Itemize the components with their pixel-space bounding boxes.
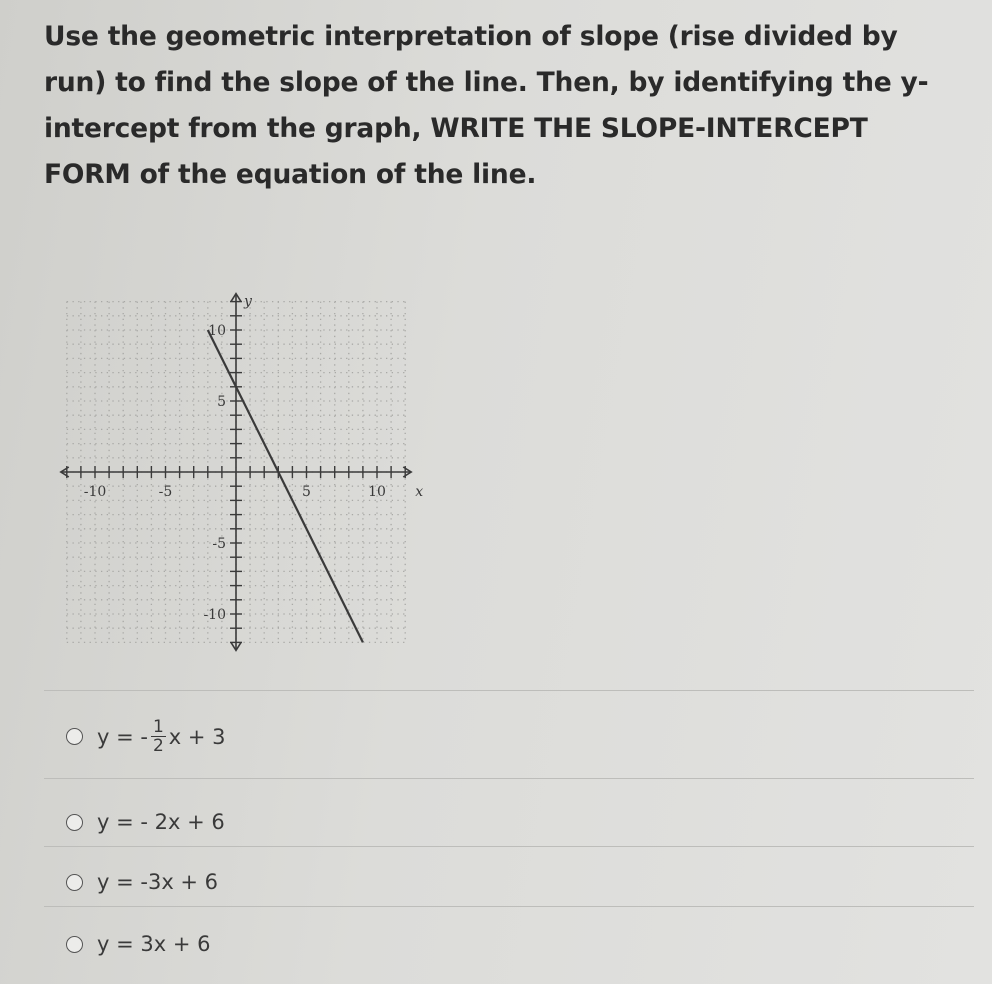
x-tick-label: -10 bbox=[83, 484, 107, 500]
fraction-denominator: 2 bbox=[152, 736, 164, 756]
x-tick-label: -5 bbox=[158, 484, 173, 500]
radio-button-icon[interactable] bbox=[66, 814, 83, 831]
y-tick-label: -10 bbox=[203, 607, 226, 623]
x-tick-label: 5 bbox=[302, 484, 311, 500]
radio-button-icon[interactable] bbox=[66, 936, 83, 953]
x-axis-label: x bbox=[415, 484, 424, 500]
option-3-label: y = -3x + 6 bbox=[97, 870, 219, 894]
divider bbox=[44, 906, 974, 907]
answer-option-2[interactable] bbox=[66, 810, 225, 834]
x-tick-label: 10 bbox=[368, 484, 386, 500]
answer-option-3[interactable] bbox=[66, 870, 218, 894]
y-axis-label: y bbox=[244, 293, 252, 310]
answer-option-4[interactable] bbox=[66, 932, 210, 956]
y-tick-label: 5 bbox=[217, 394, 226, 410]
question-text: Use the geometric interpretation of slope (rise divided by run) to find the slope of the line. Then, by identifying the y-intercept from the graph, WRITE THE SLOPE-INTERCEPT FORM of the equation of the line. bbox=[44, 21, 929, 190]
fraction-numerator: 1 bbox=[152, 717, 164, 737]
option-4-label: y = 3x + 6 bbox=[97, 932, 211, 956]
radio-button-icon[interactable] bbox=[66, 874, 83, 891]
radio-button-icon[interactable] bbox=[66, 728, 83, 745]
y-tick-label: -5 bbox=[212, 536, 226, 552]
divider bbox=[44, 846, 974, 847]
fraction bbox=[151, 718, 166, 755]
coordinate-graph bbox=[40, 280, 440, 660]
option-2-label: y = - 2x + 6 bbox=[97, 810, 225, 834]
divider bbox=[44, 690, 974, 691]
y-tick-label: 10 bbox=[208, 323, 226, 339]
option-1-prefix: y = - bbox=[97, 724, 148, 749]
divider bbox=[44, 778, 974, 779]
option-1-suffix: x + 3 bbox=[168, 724, 226, 749]
answer-option-1[interactable] bbox=[66, 718, 226, 755]
